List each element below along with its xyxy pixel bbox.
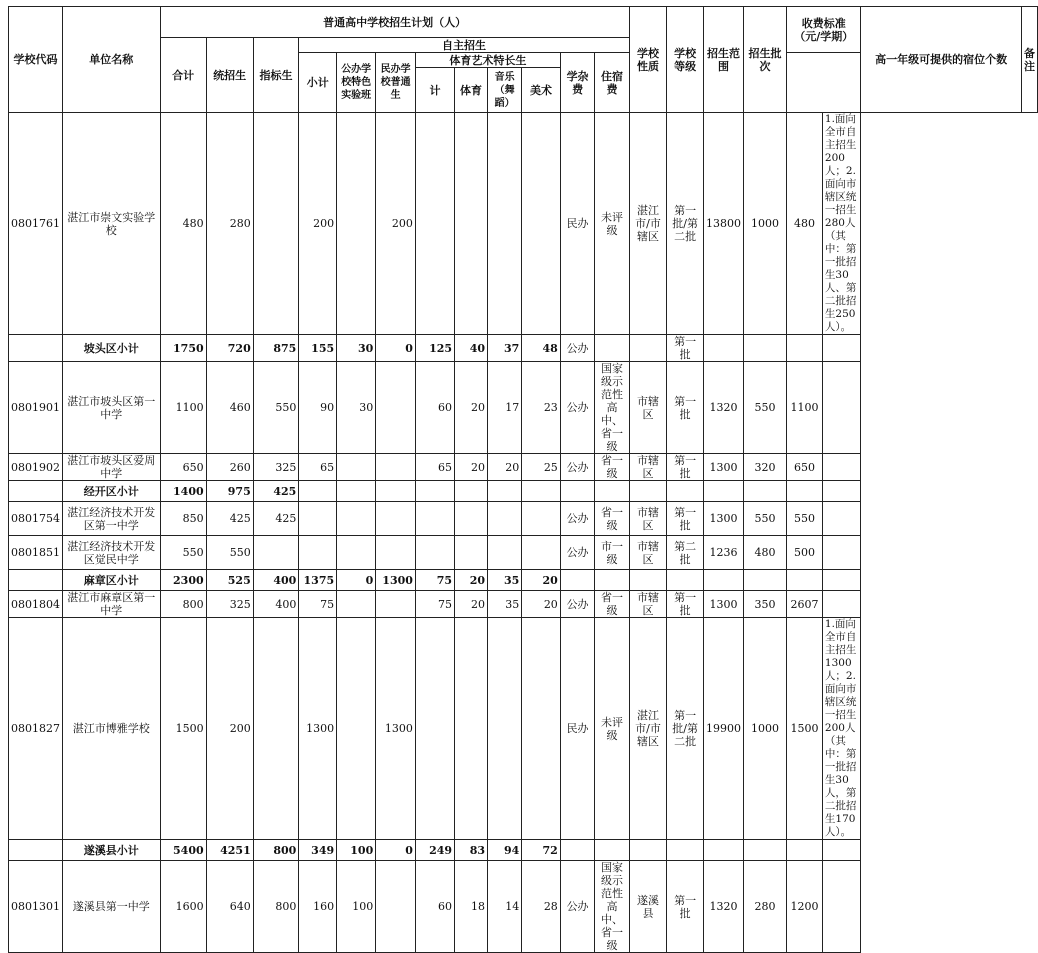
cell-sub: 349: [299, 840, 337, 861]
cell-pri: [376, 591, 416, 618]
table-row: [9, 502, 1038, 536]
cell-nature: 民办: [560, 113, 595, 335]
cell-code: 0801851: [9, 536, 63, 570]
cell-tuition: 1300: [703, 591, 743, 618]
cell-code: 0801902: [9, 454, 63, 481]
cell-note: [822, 570, 860, 591]
cell-scope: [629, 481, 667, 502]
cell-quota: 400: [253, 591, 299, 618]
cell-lodging: 320: [743, 454, 786, 481]
cell-sa: [415, 502, 454, 536]
cell-pri: 1300: [376, 618, 416, 840]
cell-code: 0801827: [9, 618, 63, 840]
cell-dorm: [787, 840, 823, 861]
cell-pub: 100: [337, 840, 376, 861]
cell-lodging: 1000: [743, 113, 786, 335]
cell-dorm: 1200: [787, 861, 823, 953]
cell-nature: 公办: [560, 861, 595, 953]
cell-pub: [337, 113, 376, 335]
cell-unified: 260: [206, 454, 253, 481]
cell-batch: 第一批: [667, 591, 704, 618]
cell-mu: 35: [488, 591, 522, 618]
cell-pri: [376, 362, 416, 454]
header-enroll-batch: 招生批次: [743, 7, 786, 113]
cell-sub: 1300: [299, 618, 337, 840]
cell-dorm: 1100: [787, 362, 823, 454]
cell-tuition: [703, 481, 743, 502]
cell-sp: 40: [455, 335, 488, 362]
header-tuition: 学杂费: [560, 53, 595, 113]
cell-dorm: 500: [787, 536, 823, 570]
subtotal-row: [9, 335, 1038, 362]
cell-scope: 市辖区: [629, 591, 667, 618]
cell-quota: [253, 618, 299, 840]
cell-tuition: 1300: [703, 454, 743, 481]
cell-level: 省一级: [595, 454, 629, 481]
cell-quota: [253, 536, 299, 570]
cell-total: 1600: [160, 861, 206, 953]
cell-unified: 460: [206, 362, 253, 454]
header-unit-name: 单位名称: [63, 7, 161, 113]
cell-mu: [488, 481, 522, 502]
cell-scope: 湛江市/市辖区: [629, 618, 667, 840]
cell-fa: [522, 113, 561, 335]
cell-sp: [455, 113, 488, 335]
header-plan-title: 普通高中学校招生计划（人）: [160, 7, 629, 38]
cell-note: [822, 840, 860, 861]
cell-total: 850: [160, 502, 206, 536]
cell-note: [822, 536, 860, 570]
header-school-code: 学校代码: [9, 7, 63, 113]
cell-name: 湛江市麻章区第一中学: [63, 591, 161, 618]
cell-pub: [337, 536, 376, 570]
cell-code: [9, 570, 63, 591]
cell-dorm: 1500: [787, 618, 823, 840]
cell-pri: [376, 536, 416, 570]
cell-pub: 100: [337, 861, 376, 953]
cell-pub: 30: [337, 362, 376, 454]
cell-code: 0801761: [9, 113, 63, 335]
cell-level: 省一级: [595, 502, 629, 536]
cell-level: 市一级: [595, 536, 629, 570]
header-fine-arts: 美术: [522, 68, 561, 113]
cell-fa: [522, 536, 561, 570]
cell-sub: 1375: [299, 570, 337, 591]
cell-level: [595, 335, 629, 362]
cell-name: 经开区小计: [63, 481, 161, 502]
cell-pub: [337, 481, 376, 502]
cell-level: 省一级: [595, 591, 629, 618]
cell-name: 湛江市崇文实验学校: [63, 113, 161, 335]
cell-scope: 遂溪县: [629, 861, 667, 953]
cell-level: [595, 840, 629, 861]
cell-pub: [337, 618, 376, 840]
cell-sp: [455, 481, 488, 502]
cell-pri: [376, 861, 416, 953]
cell-sa: [415, 618, 454, 840]
cell-pri: [376, 454, 416, 481]
cell-pri: 200: [376, 113, 416, 335]
cell-note: [822, 591, 860, 618]
cell-fa: [522, 618, 561, 840]
cell-sp: [455, 618, 488, 840]
cell-mu: 17: [488, 362, 522, 454]
header-fee-standard: 收费标准（元/学期）: [787, 7, 861, 53]
cell-tuition: 1236: [703, 536, 743, 570]
cell-sa: 249: [415, 840, 454, 861]
cell-pri: [376, 502, 416, 536]
cell-sub: [299, 536, 337, 570]
cell-code: 0801754: [9, 502, 63, 536]
cell-mu: 20: [488, 454, 522, 481]
cell-quota: 325: [253, 454, 299, 481]
header-enroll-scope: 招生范围: [703, 7, 743, 113]
cell-nature: 公办: [560, 536, 595, 570]
cell-batch: 第一批/第二批: [667, 113, 704, 335]
cell-name: 遂溪县小计: [63, 840, 161, 861]
cell-nature: 公办: [560, 362, 595, 454]
cell-sa: [415, 536, 454, 570]
cell-total: 800: [160, 591, 206, 618]
cell-note: 1.面向全市自主招生1300人；2.面向市辖区统一招生200人（其中：第一批招生30人，第二批招生170人）。: [822, 618, 860, 840]
header-school-nature: 学校性质: [629, 7, 667, 113]
cell-pub: [337, 454, 376, 481]
cell-sub: 160: [299, 861, 337, 953]
cell-level: 未评级: [595, 618, 629, 840]
cell-pub: [337, 591, 376, 618]
cell-code: [9, 481, 63, 502]
cell-batch: 第一批/第二批: [667, 618, 704, 840]
cell-pub: 0: [337, 570, 376, 591]
cell-unified: 525: [206, 570, 253, 591]
cell-unified: 4251: [206, 840, 253, 861]
cell-sub: 75: [299, 591, 337, 618]
cell-sub: [299, 481, 337, 502]
cell-nature: 公办: [560, 454, 595, 481]
cell-level: [595, 481, 629, 502]
cell-tuition: 19900: [703, 618, 743, 840]
subtotal-row: [9, 840, 1038, 861]
cell-lodging: 480: [743, 536, 786, 570]
header-sports-arts: 体育艺术特长生: [415, 53, 560, 68]
cell-batch: [667, 481, 704, 502]
cell-total: 1100: [160, 362, 206, 454]
cell-scope: 市辖区: [629, 454, 667, 481]
cell-fa: 48: [522, 335, 561, 362]
cell-lodging: [743, 481, 786, 502]
cell-fa: 20: [522, 591, 561, 618]
cell-mu: [488, 502, 522, 536]
cell-quota: 425: [253, 481, 299, 502]
cell-sub: [299, 502, 337, 536]
cell-fa: 20: [522, 570, 561, 591]
header-unified: 统招生: [206, 38, 253, 113]
cell-sp: [455, 536, 488, 570]
cell-lodging: 550: [743, 362, 786, 454]
cell-scope: 市辖区: [629, 362, 667, 454]
cell-total: 1500: [160, 618, 206, 840]
cell-name: 湛江市坡头区爱周中学: [63, 454, 161, 481]
cell-mu: [488, 618, 522, 840]
cell-dorm: 650: [787, 454, 823, 481]
cell-fa: [522, 481, 561, 502]
cell-mu: 14: [488, 861, 522, 953]
cell-lodging: 1000: [743, 618, 786, 840]
subtotal-row: [9, 481, 1038, 502]
cell-fa: [522, 502, 561, 536]
cell-note: [822, 502, 860, 536]
header-total: 合计: [160, 38, 206, 113]
cell-total: 480: [160, 113, 206, 335]
cell-pub: 30: [337, 335, 376, 362]
cell-nature: [560, 570, 595, 591]
cell-batch: 第二批: [667, 536, 704, 570]
cell-batch: [667, 840, 704, 861]
cell-unified: 325: [206, 591, 253, 618]
cell-quota: 425: [253, 502, 299, 536]
cell-dorm: [787, 570, 823, 591]
cell-sa: [415, 481, 454, 502]
cell-code: 0801901: [9, 362, 63, 454]
cell-sp: 83: [455, 840, 488, 861]
cell-mu: 35: [488, 570, 522, 591]
cell-unified: 280: [206, 113, 253, 335]
cell-scope: 市辖区: [629, 536, 667, 570]
enrollment-plan-table: [8, 6, 1038, 953]
cell-note: [822, 454, 860, 481]
cell-name: 麻章区小计: [63, 570, 161, 591]
cell-sp: 20: [455, 570, 488, 591]
cell-note: [822, 362, 860, 454]
cell-fa: 28: [522, 861, 561, 953]
cell-note: [822, 481, 860, 502]
cell-batch: 第一批: [667, 502, 704, 536]
cell-name: 湛江市坡头区第一中学: [63, 362, 161, 454]
cell-unified: 975: [206, 481, 253, 502]
cell-quota: 800: [253, 861, 299, 953]
cell-tuition: 1300: [703, 502, 743, 536]
cell-scope: [629, 570, 667, 591]
cell-lodging: 280: [743, 861, 786, 953]
header-quota: 指标生: [253, 38, 299, 113]
cell-nature: 公办: [560, 335, 595, 362]
cell-pri: [376, 481, 416, 502]
cell-sp: [455, 502, 488, 536]
cell-batch: 第一批: [667, 861, 704, 953]
cell-fa: 25: [522, 454, 561, 481]
header-lodging: 住宿费: [595, 53, 629, 113]
cell-scope: [629, 335, 667, 362]
cell-unified: 640: [206, 861, 253, 953]
cell-pri: 0: [376, 840, 416, 861]
header-school-level: 学校等级: [667, 7, 704, 113]
table-row: [9, 454, 1038, 481]
cell-mu: [488, 113, 522, 335]
table-row: [9, 536, 1038, 570]
cell-dorm: 2607: [787, 591, 823, 618]
cell-total: 650: [160, 454, 206, 481]
cell-lodging: [743, 570, 786, 591]
header-public-special: 公办学校特色实验班: [337, 53, 376, 113]
cell-nature: 民办: [560, 618, 595, 840]
cell-note: [822, 335, 860, 362]
cell-code: [9, 335, 63, 362]
cell-fa: 23: [522, 362, 561, 454]
cell-sa: 65: [415, 454, 454, 481]
header-sports: 体育: [455, 68, 488, 113]
cell-total: 5400: [160, 840, 206, 861]
cell-dorm: [787, 335, 823, 362]
cell-scope: [629, 840, 667, 861]
table-row: [9, 861, 1038, 953]
cell-unified: 200: [206, 618, 253, 840]
cell-total: 1400: [160, 481, 206, 502]
cell-scope: 市辖区: [629, 502, 667, 536]
cell-unified: 425: [206, 502, 253, 536]
cell-batch: [667, 570, 704, 591]
cell-tuition: [703, 570, 743, 591]
cell-name: 坡头区小计: [63, 335, 161, 362]
cell-tuition: [703, 335, 743, 362]
cell-sp: 20: [455, 454, 488, 481]
cell-note: 1.面向全市自主招生200人；2.面向市辖区统一招生280人（其中：第一批招生30人、第二批招生250人）。: [822, 113, 860, 335]
cell-level: [595, 570, 629, 591]
cell-nature: [560, 840, 595, 861]
header-sa-total: 计: [415, 68, 454, 113]
header-music: 音乐（舞蹈）: [488, 68, 522, 113]
header-dorm: 高一年级可提供的宿位个数: [861, 7, 1022, 113]
cell-quota: 400: [253, 570, 299, 591]
cell-tuition: 1320: [703, 861, 743, 953]
cell-lodging: [743, 840, 786, 861]
cell-sp: 20: [455, 591, 488, 618]
cell-dorm: 480: [787, 113, 823, 335]
cell-lodging: 550: [743, 502, 786, 536]
cell-scope: 湛江市/市辖区: [629, 113, 667, 335]
cell-sa: 60: [415, 861, 454, 953]
cell-mu: [488, 536, 522, 570]
cell-unified: 550: [206, 536, 253, 570]
cell-total: 2300: [160, 570, 206, 591]
cell-batch: 第一批: [667, 335, 704, 362]
cell-pri: 1300: [376, 570, 416, 591]
cell-sa: 125: [415, 335, 454, 362]
cell-quota: 800: [253, 840, 299, 861]
cell-unified: 720: [206, 335, 253, 362]
cell-sa: 75: [415, 570, 454, 591]
cell-name: 湛江经济技术开发区第一中学: [63, 502, 161, 536]
header-subtotal: 小计: [299, 53, 337, 113]
cell-total: 1750: [160, 335, 206, 362]
cell-batch: 第一批: [667, 454, 704, 481]
cell-lodging: 350: [743, 591, 786, 618]
cell-lodging: [743, 335, 786, 362]
cell-nature: 公办: [560, 502, 595, 536]
cell-pri: 0: [376, 335, 416, 362]
cell-quota: [253, 113, 299, 335]
cell-dorm: [787, 481, 823, 502]
cell-code: 0801301: [9, 861, 63, 953]
cell-fa: 72: [522, 840, 561, 861]
cell-dorm: 550: [787, 502, 823, 536]
table-row: [9, 113, 1038, 335]
cell-nature: 公办: [560, 591, 595, 618]
cell-mu: 94: [488, 840, 522, 861]
cell-batch: 第一批: [667, 362, 704, 454]
cell-pub: [337, 502, 376, 536]
cell-sp: 18: [455, 861, 488, 953]
cell-note: [822, 861, 860, 953]
cell-sub: 65: [299, 454, 337, 481]
cell-quota: 550: [253, 362, 299, 454]
cell-level: 未评级: [595, 113, 629, 335]
cell-level: 国家级示范性高中、省一级: [595, 861, 629, 953]
cell-sa: 75: [415, 591, 454, 618]
cell-sub: 90: [299, 362, 337, 454]
header-autonomous: 自主招生: [299, 38, 629, 53]
cell-name: 湛江经济技术开发区觉民中学: [63, 536, 161, 570]
cell-sub: 155: [299, 335, 337, 362]
cell-level: 国家级示范性高中、省一级: [595, 362, 629, 454]
subtotal-row: [9, 570, 1038, 591]
table-row: [9, 362, 1038, 454]
header-private-general: 民办学校普通生: [376, 53, 416, 113]
cell-name: 遂溪县第一中学: [63, 861, 161, 953]
cell-mu: 37: [488, 335, 522, 362]
cell-sub: 200: [299, 113, 337, 335]
cell-name: 湛江市博雅学校: [63, 618, 161, 840]
cell-sp: 20: [455, 362, 488, 454]
table-row: [9, 591, 1038, 618]
cell-tuition: 1320: [703, 362, 743, 454]
cell-total: 550: [160, 536, 206, 570]
cell-sa: [415, 113, 454, 335]
cell-code: 0801804: [9, 591, 63, 618]
cell-sa: 60: [415, 362, 454, 454]
cell-code: [9, 840, 63, 861]
cell-tuition: 13800: [703, 113, 743, 335]
cell-tuition: [703, 840, 743, 861]
table-row: [9, 618, 1038, 840]
cell-quota: 875: [253, 335, 299, 362]
cell-nature: [560, 481, 595, 502]
header-remarks: 备注: [1022, 7, 1038, 113]
